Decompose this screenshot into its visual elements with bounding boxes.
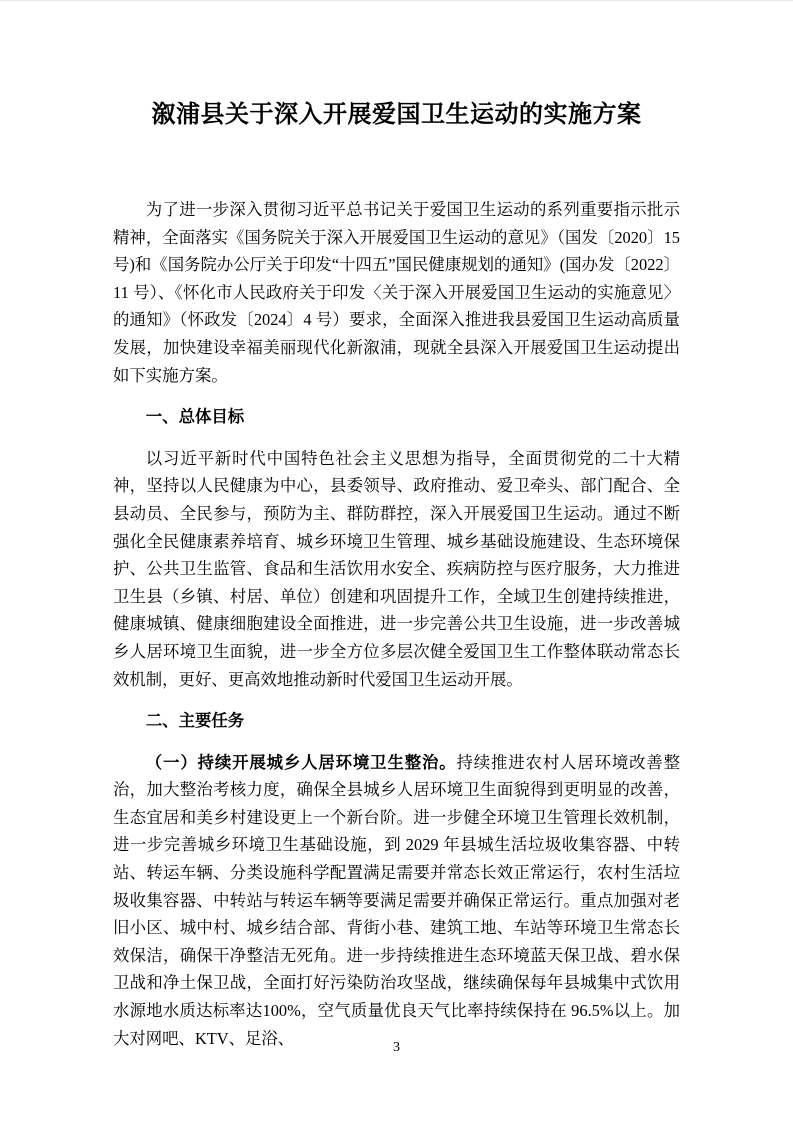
document-title: 溆浦县关于深入开展爱国卫生运动的实施方案: [151, 102, 642, 128]
intro-paragraph: 为了进一步深入贯彻习近平总书记关于爱国卫生运动的系列重要指示批示精神，全面落实《国务院关于深入开展爱国卫生运动的意见》（国发〔2020〕15号)和《国务院办公厅关于印发“十四五”国民健康规划的通知》(国办发〔2022〕11 号）、《怀化市人民政府关于印发〈关于深入开展爱国卫生运动的实施意见〉的通知》（怀政发〔2024〕4 号）要求，全面深入推进我县爱国卫生运动高质量发展，加快建设幸福美丽现代化新溆浦，现就全县深入开展爱国卫生运动提出如下实施方案。: [113, 200, 680, 385]
task1-body: 持续推进农村人居环境改善整治，加大整治考核力度，确保全县城乡人居环境卫生面貌得到更明显的改善，生态宜居和美乡村建设更上一个新台阶。进一步健全环境卫生管理长效机制，进一步完善城乡环境卫生基础设施，到 2029 年县城生活垃圾收集容器、中转站、转运车辆、分类设施科学配置满足需要并常态长效正常运行，农村生活垃圾收集容器、中转站与转运车辆等要满足需要并确保正常运行。重点加强对老旧小区、城中村、城乡结合部、背街小巷、建筑工地、车站等环境卫生常态长效保洁，确保干净整洁无死角。进一步持续推进生态环境蓝天保卫战、碧水保卫战和净土保卫战，全面打好污染防治攻坚战，继续确保每年县城集中式饮用水源地水质达标率达100%，空气质量优良天气比率持续保持在 96.5%以上。加大对网吧、KTV、足浴、: [113, 752, 680, 1048]
section-heading-main-tasks: 二、主要任务: [145, 712, 245, 731]
section-heading-overall-goals: 一、总体目标: [145, 408, 245, 427]
page-number: 3: [393, 1040, 400, 1055]
task1-lead: （一）持续开展城乡人居环境卫生整治。: [145, 752, 457, 772]
task1-paragraph: [113, 749, 680, 1053]
overall-goals-paragraph: 以习近平新时代中国特色社会主义思想为指导，全面贯彻党的二十大精神，坚持以人民健康为中心，县委领导、政府推动、爱卫牵头、部门配合、全县动员、全民参与，预防为主、群防群控，深入开展爱国卫生运动。通过不断强化全民健康素养培育、城乡环境卫生管理、城乡基础设施建设、生态环境保护、公共卫生监管、食品和生活饮用水安全、疾病防控与医疗服务，大力推进卫生县（乡镇、村居、单位）创建和巩固提升工作，全域卫生创建持续推进，健康城镇、健康细胞建设全面推进，进一步完善公共卫生设施，进一步改善城乡人居环境卫生面貌，进一步全方位多层次健全爱国卫生工作整体联动常态长效机制，更好、更高效地推动新时代爱国卫生运动开展。: [113, 448, 680, 689]
